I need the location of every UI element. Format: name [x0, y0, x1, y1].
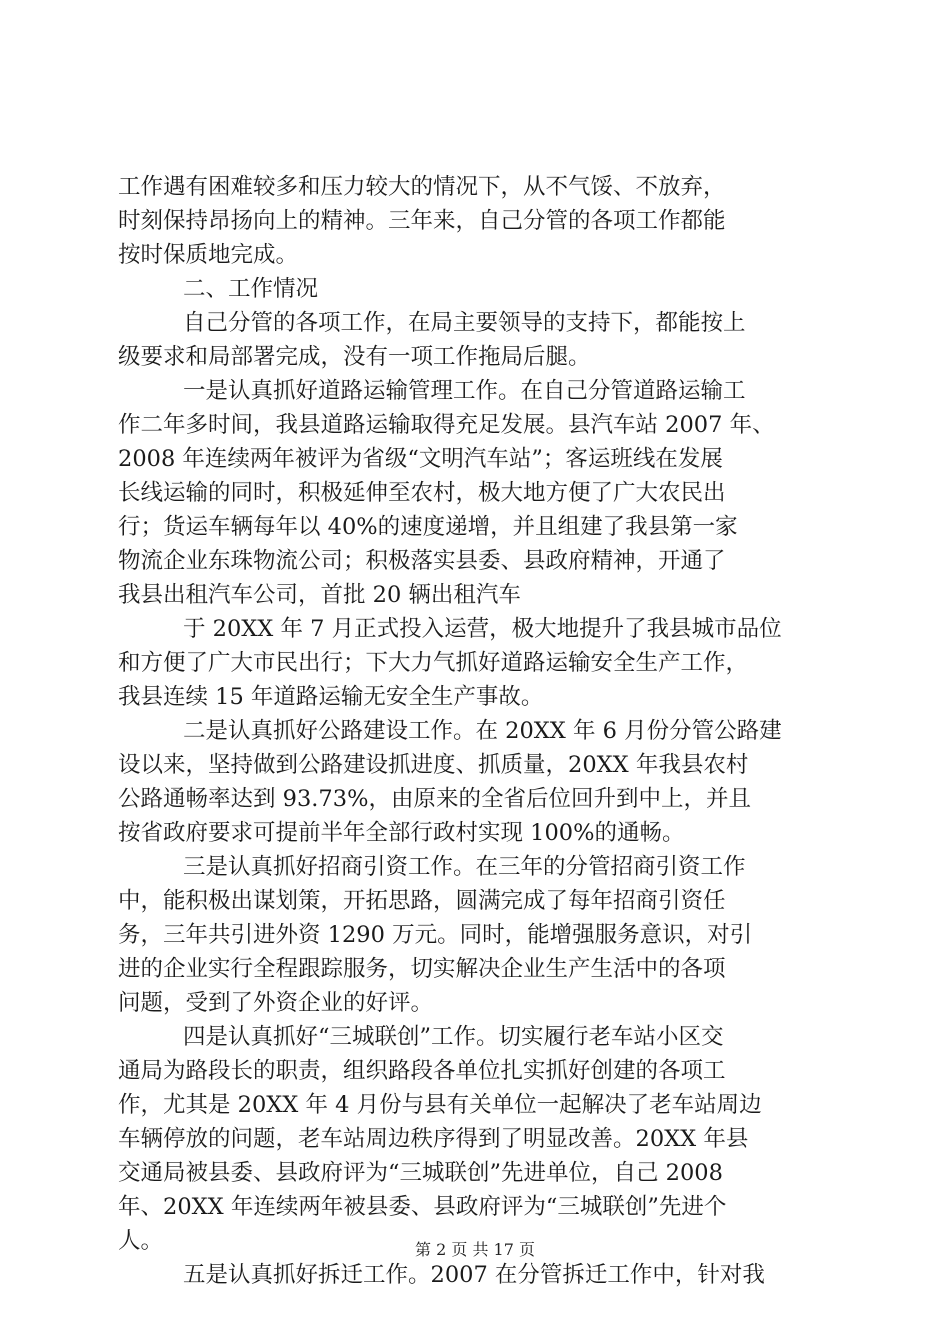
- text-line: 于 20XX 年 7 月正式投入运营，极大地提升了我县城市品位: [183, 616, 782, 642]
- text-line: 问题，受到了外资企业的好评。: [118, 990, 434, 1016]
- page-number-footer: 第 2 页 共 17 页: [415, 1240, 535, 1259]
- text-line: 年、20XX 年连续两年被县委、县政府评为“三城联创”先进个: [118, 1194, 727, 1220]
- text-line: 和方便了广大市民出行；下大力气抓好道路运输安全生产工作，: [118, 650, 749, 676]
- text-line: 按省政府要求可提前半年全部行政村实现 100%的通畅。: [118, 820, 685, 846]
- text-line: 行；货运车辆每年以 40%的速度递增，并且组建了我县第一家: [118, 514, 738, 540]
- text-line: 二、工作情况: [183, 276, 319, 302]
- text-line: 中，能积极出谋划策，开拓思路，圆满完成了每年招商引资任: [118, 888, 726, 914]
- text-line: 公路通畅率达到 93.73%，由原来的全省后位回升到中上，并且: [118, 786, 751, 812]
- text-line: 五是认真抓好拆迁工作。2007 在分管拆迁工作中，针对我: [183, 1262, 765, 1288]
- text-line: 工作遇有困难较多和压力较大的情况下，从不气馁、不放弃，: [118, 174, 726, 200]
- text-line: 级要求和局部署完成，没有一项工作拖局后腿。: [118, 344, 591, 370]
- text-line: 按时保质地完成。: [118, 242, 299, 268]
- text-line: 物流企业东珠物流公司；积极落实县委、县政府精神，开通了: [118, 548, 726, 574]
- text-line: 三是认真抓好招商引资工作。在三年的分管招商引资工作: [183, 854, 746, 880]
- text-line: 通局为路段长的职责，组织路段各单位扎实抓好创建的各项工: [118, 1058, 726, 1084]
- text-line: 作，尤其是 20XX 年 4 月份与县有关单位一起解决了老车站周边: [118, 1092, 762, 1118]
- text-line: 车辆停放的问题，老车站周边秩序得到了明显改善。20XX 年县: [118, 1126, 749, 1152]
- text-line: 2008 年连续两年被评为省级“文明汽车站”；客运班线在发展: [118, 446, 723, 472]
- text-line: 四是认真抓好“三城联创”工作。切实履行老车站小区交: [183, 1024, 724, 1050]
- text-line: 一是认真抓好道路运输管理工作。在自己分管道路运输工: [183, 378, 746, 404]
- document-body: [118, 170, 834, 1292]
- text-line: 二是认真抓好公路建设工作。在 20XX 年 6 月份分管公路建: [183, 718, 782, 744]
- text-line: 自己分管的各项工作，在局主要领导的支持下，都能按上: [183, 310, 746, 336]
- text-line: 务，三年共引进外资 1290 万元。同时，能增强服务意识，对引: [118, 922, 753, 948]
- text-line: 我县连续 15 年道路运输无安全生产事故。: [118, 684, 544, 710]
- text-line: 时刻保持昂扬向上的精神。三年来，自己分管的各项工作都能: [118, 208, 726, 234]
- text-line: 进的企业实行全程跟踪服务，切实解决企业生产生活中的各项: [118, 956, 726, 982]
- text-line: 作二年多时间，我县道路运输取得充足发展。县汽车站 2007 年、: [118, 412, 775, 438]
- text-line: 长线运输的同时，积极延伸至农村，极大地方便了广大农民出: [118, 480, 726, 506]
- text-line: 设以来，坚持做到公路建设抓进度、抓质量，20XX 年我县农村: [118, 752, 749, 778]
- text-line: 交通局被县委、县政府评为“三城联创”先进单位，自己 2008: [118, 1160, 723, 1186]
- text-line: 我县出租汽车公司，首批 20 辆出租汽车: [118, 582, 521, 608]
- text-line: 人。: [118, 1228, 164, 1254]
